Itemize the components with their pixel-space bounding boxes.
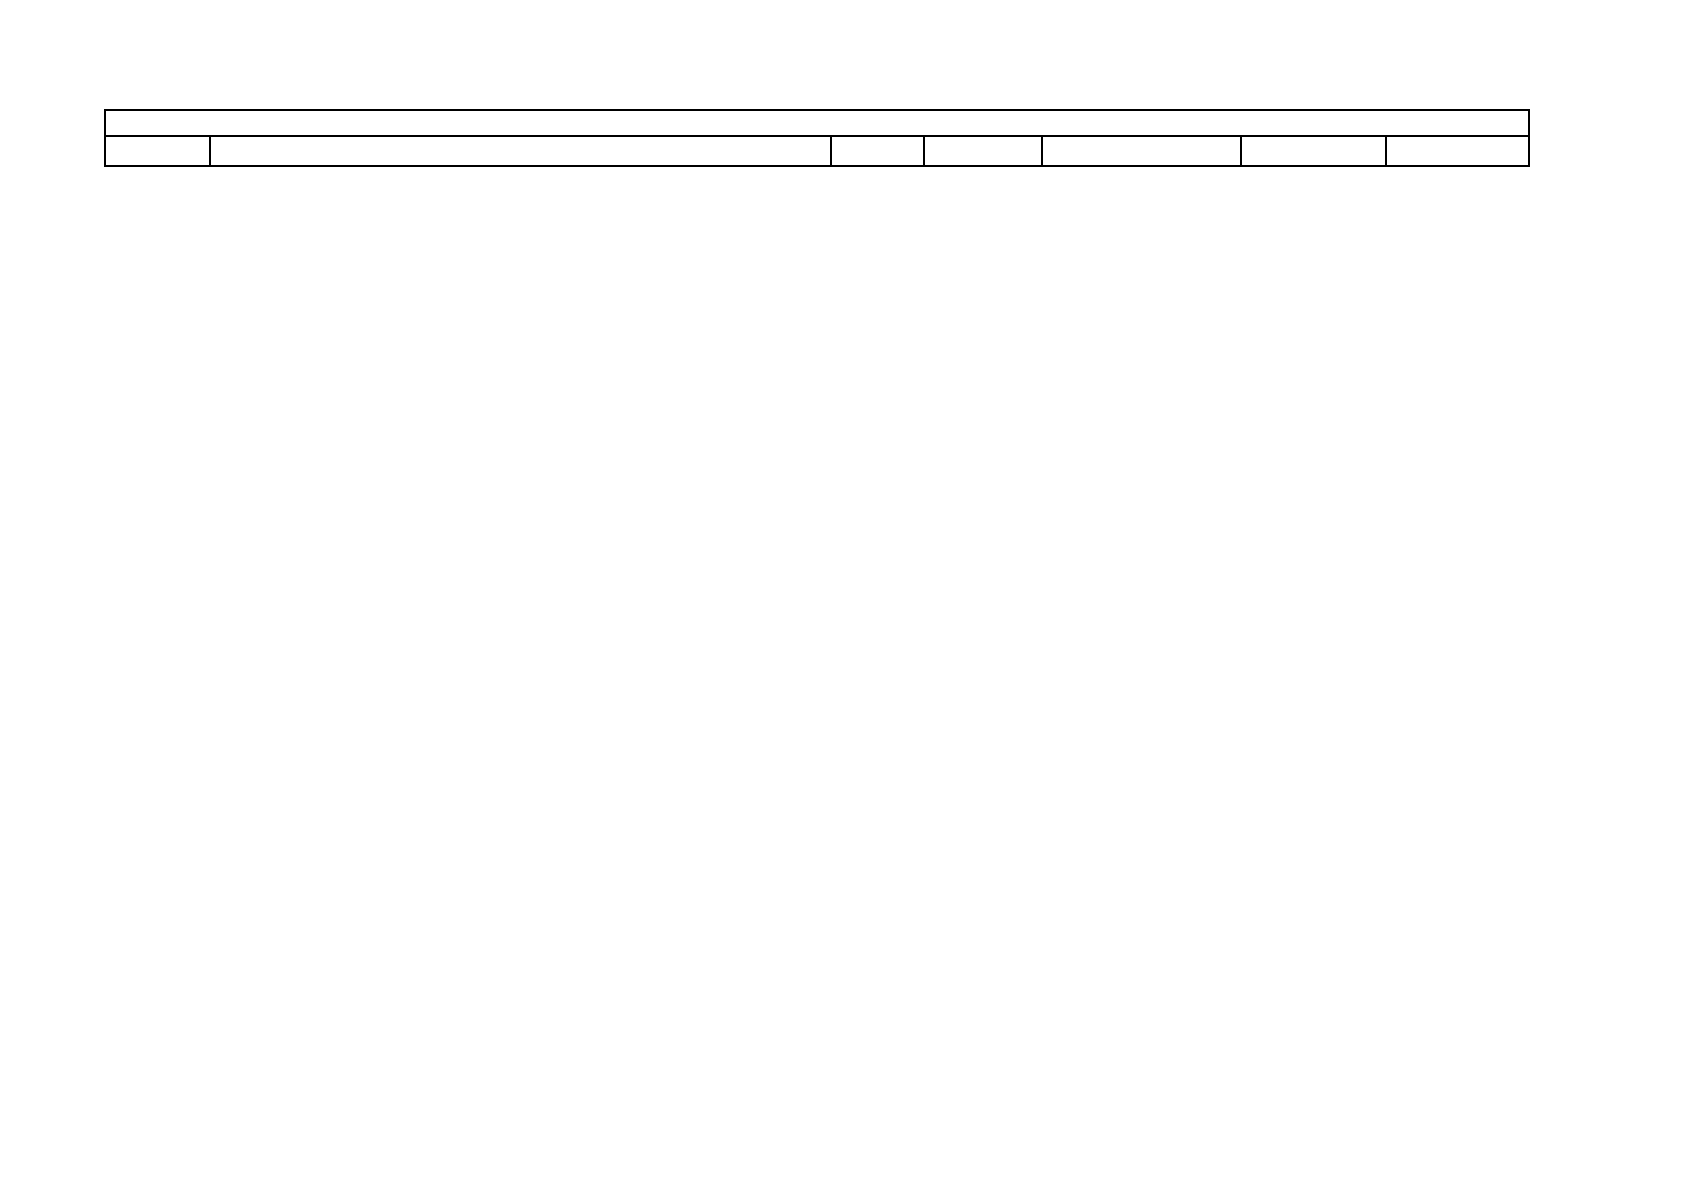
header-repair-type [1042,136,1241,166]
repair-registry-table [104,109,1530,167]
section-title-row [105,110,1529,136]
header-num [105,136,210,166]
header-area [924,136,1042,166]
header-row [105,136,1529,166]
header-repair-period [1241,136,1386,166]
header-address [210,136,831,166]
section-2027-2029 [105,110,1529,166]
header-cost [1386,136,1529,166]
header-year [831,136,924,166]
section-title [105,110,1529,136]
